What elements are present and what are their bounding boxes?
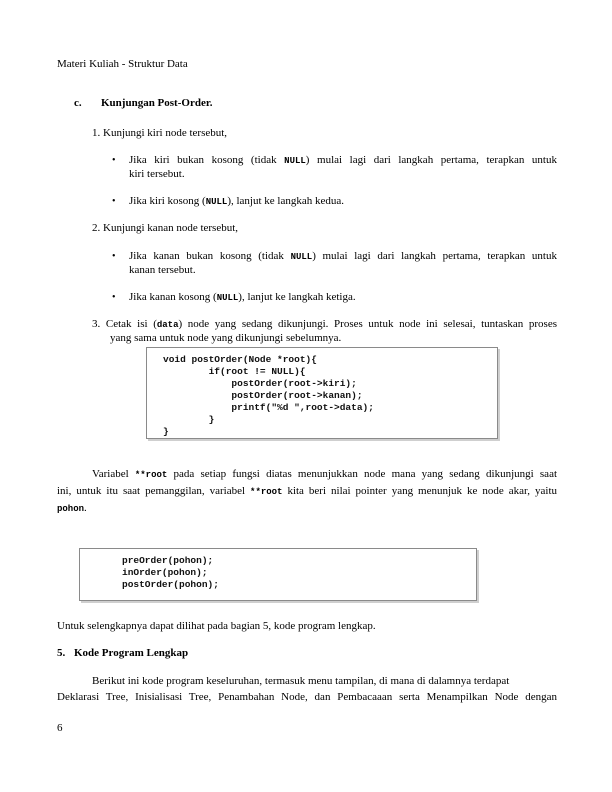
bullet: • — [112, 196, 116, 207]
code-block-calls — [79, 548, 477, 601]
step-2-bullet-1: Jika kanan bukan kosong (tidak NULL) mulai lagi dari langkah pertama, terapkan untuk kanan tersebut. — [129, 250, 557, 276]
paragraph-berikut: Berikut ini kode program keseluruhan, termasuk menu tampilan, di mana di dalamnya terdapat Deklarasi Tree, Inisialisasi Tree, Penambahan Node, dan Pembacaaan serta Menampilkan Node dengan — [57, 675, 557, 703]
step-1: 1. Kunjungi kiri node tersebut, — [92, 127, 228, 139]
page-number: 6 — [57, 722, 63, 734]
code-line: } — [163, 414, 215, 425]
page-header: Materi Kuliah - Struktur Data — [57, 58, 188, 70]
code-line: postOrder(root->kanan); — [163, 390, 363, 401]
step-1-bullet-1: Jika kiri bukan kosong (tidak NULL) mulai lagi dari langkah pertama, terapkan untuk kiri tersebut. — [129, 154, 557, 180]
bullet: • — [112, 155, 116, 166]
code-line: } — [163, 426, 169, 437]
code-line: postOrder(root->kiri); — [163, 378, 357, 389]
section-label: 5. — [57, 647, 66, 659]
paragraph-variabel: Variabel **root pada setiap fungsi diatas menunjukkan node mana yang sedang dikunjungi saat ini, untuk itu saat pemanggilan, variabel **root kita beri nilai pointer yang menunjuk ke node akar, yaitu pohon. — [57, 468, 558, 514]
step-2: 2. Kunjungi kanan node tersebut, — [92, 222, 239, 234]
code-line: postOrder(pohon); — [122, 579, 219, 590]
code-line: printf("%d ",root->data); — [163, 402, 374, 413]
code-line: preOrder(pohon); — [122, 555, 214, 566]
paragraph-selengkapnya: Untuk selengkapnya dapat dilihat pada bagian 5, kode program lengkap. — [57, 620, 376, 632]
section-label: c. — [74, 97, 82, 109]
bullet: • — [112, 251, 116, 262]
step-3: 3. Cetak isi (data) node yang sedang dikunjungi. Proses untuk node ini selesai, tuntaskan proses yang sama untuk node yang dikunjungi sebelumnya. — [92, 318, 557, 344]
code-block-postorder — [146, 347, 498, 439]
code-line: if(root != NULL){ — [163, 366, 306, 377]
step-2-bullet-2: Jika kanan kosong (NULL), lanjut ke langkah ketiga. — [129, 291, 356, 303]
section-title: Kode Program Lengkap — [74, 647, 189, 659]
bullet: • — [112, 292, 116, 303]
code-line: void postOrder(Node *root){ — [163, 354, 317, 365]
section-title: Kunjungan Post-Order. — [101, 97, 213, 109]
step-1-bullet-2: Jika kiri kosong (NULL), lanjut ke langkah kedua. — [129, 195, 344, 207]
code-line: inOrder(pohon); — [122, 567, 208, 578]
